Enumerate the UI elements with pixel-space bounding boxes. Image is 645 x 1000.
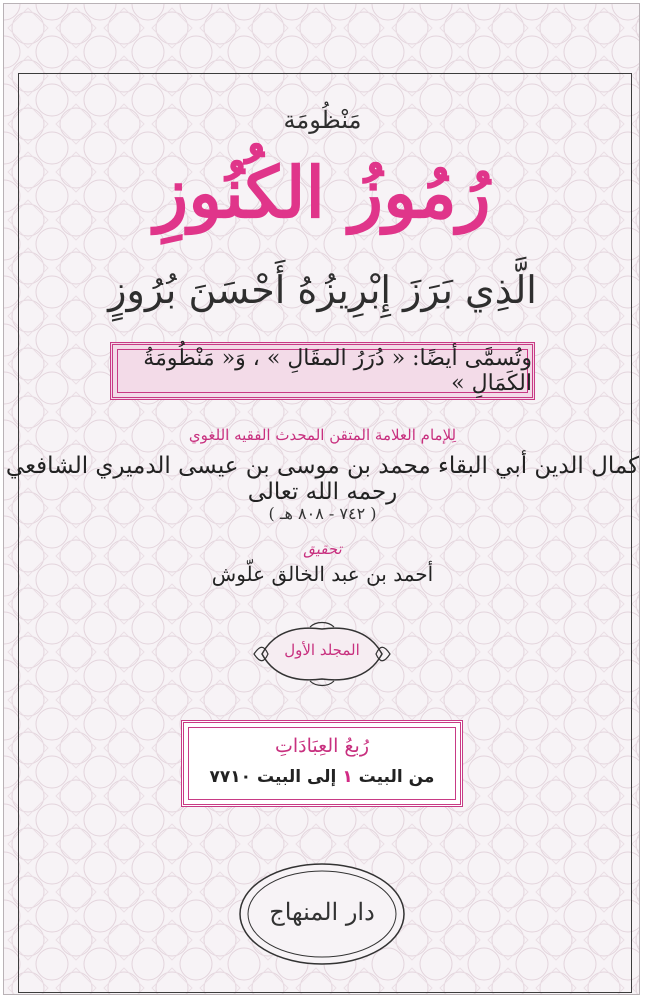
range-to: ٧٧١٠ — [209, 767, 252, 787]
author-dates: ( ٧٤٢ - ٨٠٨ هـ ) — [268, 504, 377, 523]
sub-title: الَّذِي بَرَزَ إِبْرِيزُهُ أَحْسَنَ بُرُوزٍ — [108, 268, 537, 312]
subtitle-top: مَنْظُومَة — [283, 106, 362, 134]
quarter-box — [181, 720, 463, 807]
main-title: رُمُوزُ الكُنُوزِ — [154, 151, 491, 234]
verse-range — [184, 767, 460, 787]
publisher-name: دار المنهاج — [269, 898, 375, 926]
author-name: كمال الدين أبي البقاء محمد بن موسى بن عيسى الدميري الشافعي رحمه الله تعالى — [5, 453, 640, 505]
alternate-titles-box — [110, 342, 535, 400]
volume-label: المجلد الأول — [284, 641, 360, 659]
range-from: ١ — [342, 767, 353, 787]
alternate-titles: وتُسمَّى أيضًا: « دُرَرُ المقَالِ » ، وَ« مَنْظُومَةُ الكَمَالِ » — [143, 346, 532, 396]
editor-label: تحقيق — [303, 540, 342, 558]
range-prefix: من البيت — [358, 767, 435, 787]
quarter-title: رُبعُ العِبَادَاتِ — [275, 735, 369, 757]
book-cover — [3, 3, 640, 995]
author-honorific: لِلإمام العلامة المتقن المحدث الفقيه اللغوي — [188, 426, 457, 444]
range-mid: إلى البيت — [256, 767, 337, 787]
editor-name: أحمد بن عبد الخالق علّوش — [211, 562, 434, 586]
